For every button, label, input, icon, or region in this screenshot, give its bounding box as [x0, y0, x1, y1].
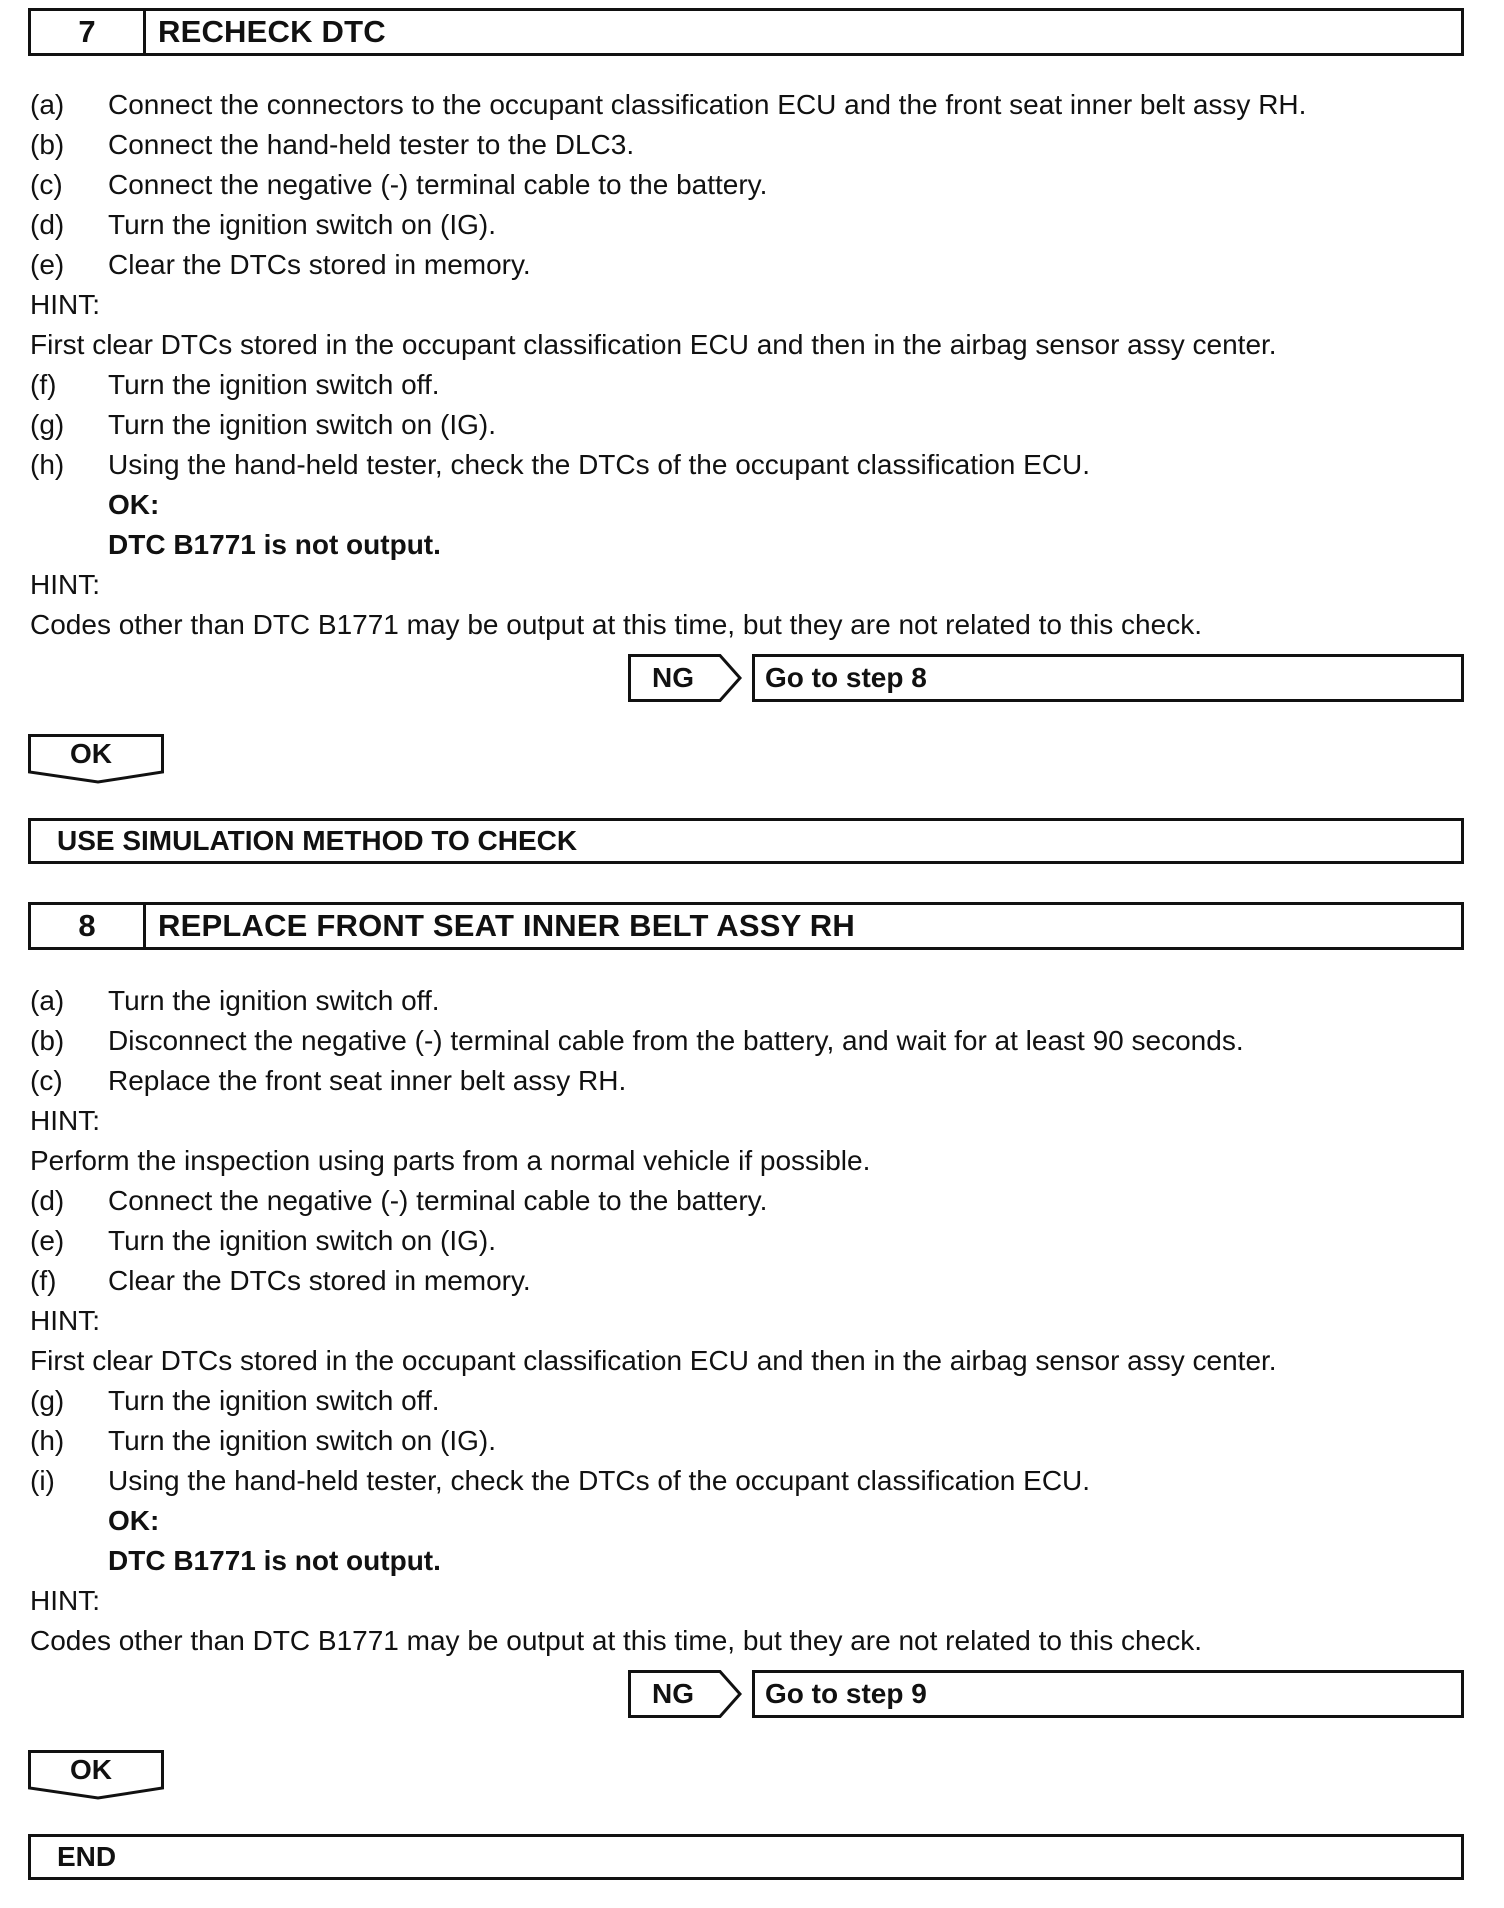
- hint-label: HINT:: [30, 1585, 100, 1616]
- step-title: RECHECK DTC: [158, 14, 386, 49]
- ng-arrow-icon: [628, 654, 742, 702]
- ng-branch: [628, 1670, 1464, 1718]
- list-item: (a) Turn the ignition switch off.: [30, 985, 440, 1016]
- ok-label: OK: [70, 738, 112, 769]
- list-item: (c) Replace the front seat inner belt assy RH.: [30, 1065, 627, 1096]
- step-title: REPLACE FRONT SEAT INNER BELT ASSY RH: [158, 908, 855, 943]
- hint-text: First clear DTCs stored in the occupant classification ECU and then in the airbag sensor assy center.: [30, 1345, 1277, 1376]
- ng-label: NG: [652, 1678, 694, 1709]
- list-item: (h) Using the hand-held tester, check the DTCs of the occupant classification ECU.: [30, 449, 1091, 480]
- list-item: (g) Turn the ignition switch on (IG).: [30, 409, 497, 440]
- ng-label: NG: [652, 662, 694, 693]
- list-item: (d) Turn the ignition switch on (IG).: [30, 209, 497, 240]
- list-item: (b) Disconnect the negative (-) terminal cable from the battery, and wait for at least 90 seconds.: [30, 1025, 1244, 1056]
- hint-text: Codes other than DTC B1771 may be output at this time, but they are not related to this check.: [30, 609, 1202, 640]
- list-item: (a) Connect the connectors to the occupant classification ECU and the front seat inner belt assy RH.: [30, 89, 1307, 120]
- list-item: (e) Clear the DTCs stored in memory.: [30, 249, 531, 280]
- list-item: (h) Turn the ignition switch on (IG).: [30, 1425, 497, 1456]
- list-item: (b) Connect the hand-held tester to the DLC3.: [30, 129, 635, 160]
- step-8-header: [28, 902, 1464, 950]
- ng-branch: [628, 654, 1464, 702]
- step-7-header: [28, 8, 1464, 56]
- step-number: 7: [31, 11, 146, 53]
- list-item: (g) Turn the ignition switch off.: [30, 1385, 440, 1416]
- ng-goto-link[interactable]: Go to step 8: [752, 654, 1464, 702]
- ng-arrow-icon: [628, 1670, 742, 1718]
- ok-tab: [28, 734, 164, 786]
- ok-criteria-result: DTC B1771 is not output.: [108, 529, 441, 560]
- hint-text: Perform the inspection using parts from a normal vehicle if possible.: [30, 1145, 871, 1176]
- ok-criteria-label: OK:: [108, 1505, 160, 1536]
- ng-goto-link[interactable]: Go to step 9: [752, 1670, 1464, 1718]
- step-number: 8: [31, 905, 146, 947]
- result-box: USE SIMULATION METHOD TO CHECK: [28, 818, 1464, 864]
- hint-label: HINT:: [30, 569, 100, 600]
- result-box: END: [28, 1834, 1464, 1880]
- hint-label: HINT:: [30, 1305, 100, 1336]
- list-item: (i) Using the hand-held tester, check the DTCs of the occupant classification ECU.: [30, 1465, 1091, 1496]
- list-item: (e) Turn the ignition switch on (IG).: [30, 1225, 497, 1256]
- ok-label: OK: [70, 1754, 112, 1785]
- hint-text: First clear DTCs stored in the occupant classification ECU and then in the airbag sensor assy center.: [30, 329, 1277, 360]
- hint-text: Codes other than DTC B1771 may be output at this time, but they are not related to this check.: [30, 1625, 1202, 1656]
- list-item: (c) Connect the negative (-) terminal cable to the battery.: [30, 169, 768, 200]
- list-item: (f) Clear the DTCs stored in memory.: [30, 1265, 531, 1296]
- hint-label: HINT:: [30, 1105, 100, 1136]
- ok-tab: [28, 1750, 164, 1802]
- hint-label: HINT:: [30, 289, 100, 320]
- ok-criteria-result: DTC B1771 is not output.: [108, 1545, 441, 1576]
- list-item: (d) Connect the negative (-) terminal cable to the battery.: [30, 1185, 768, 1216]
- ok-criteria-label: OK:: [108, 489, 160, 520]
- list-item: (f) Turn the ignition switch off.: [30, 369, 440, 400]
